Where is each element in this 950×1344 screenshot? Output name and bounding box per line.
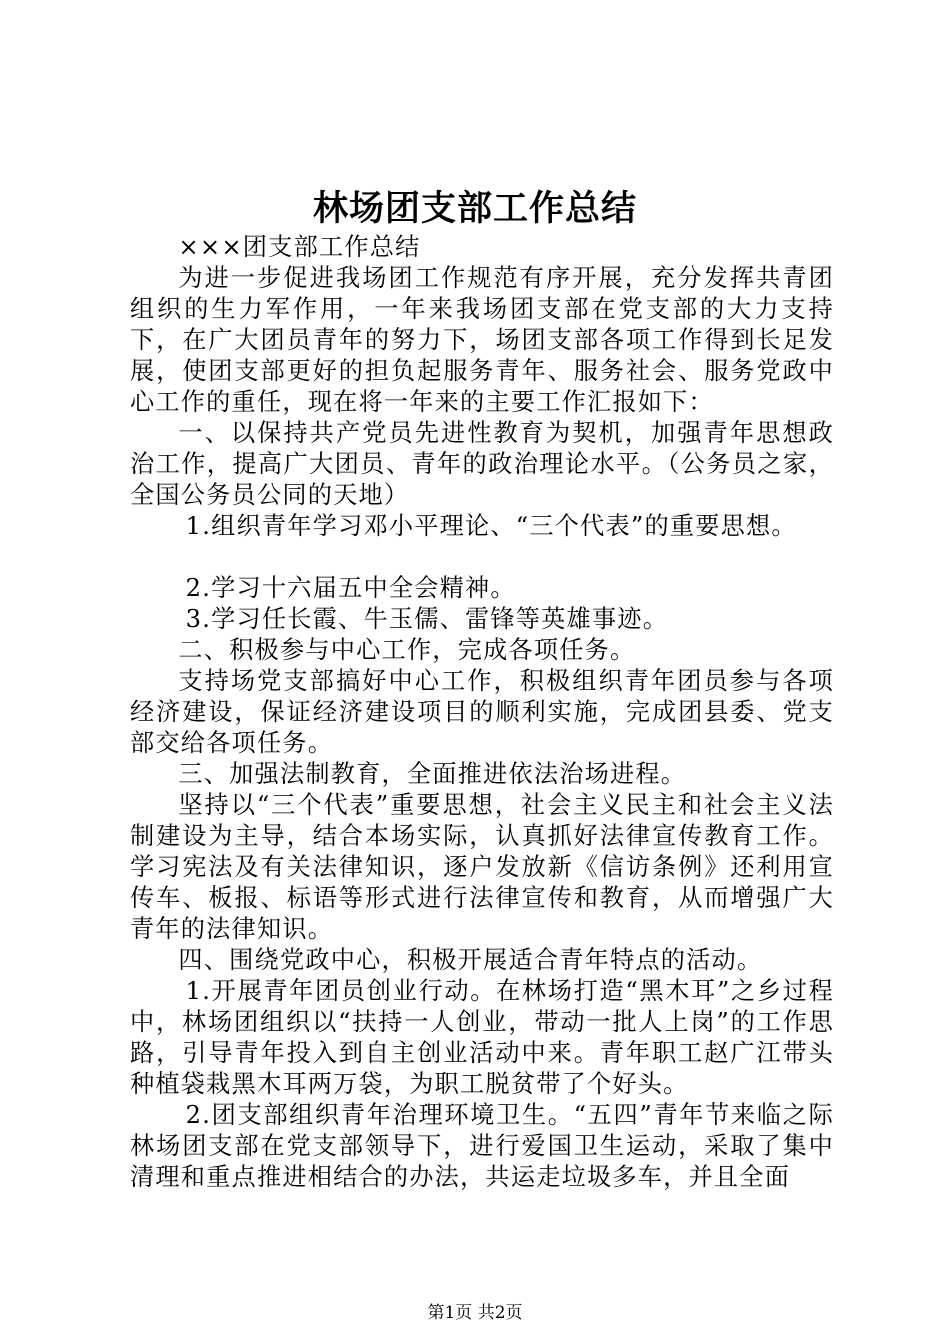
list-item: 3.学习任长霞、牛玉儒、雷锋等英雄事迹。 <box>185 605 669 633</box>
list-item: 1.开展青年团员创业行动。在林场打造“黑木耳”之乡过程中，林场团组织以“扶持一人创业，带动一批人上岗”的工作思路，引导青年投入到自主创业活动中来。青年职工赵广江带头种植袋栽黑木耳两万袋，为职工脱贫带了个好头。 <box>130 977 834 1098</box>
page-footer: 第1页 共2页 <box>427 1303 523 1323</box>
section-heading: 四、围绕党政中心，积极开展适合青年特点的活动。 <box>178 946 763 974</box>
paragraph: 支持场党支部搞好中心工作，积极组织青年团员参与各项经济建设，保证经济建设项目的顺利实施，完成团县委、党支部交给各项任务。 <box>130 667 834 757</box>
section-heading: 二、积极参与中心工作，完成各项任务。 <box>178 636 636 664</box>
section-heading: 三、加强法制教育，全面推进依法治场进程。 <box>178 760 687 788</box>
paragraph: 一、以保持共产党员先进性教育为契机，加强青年思想政治工作，提高广大团员、青年的政治理论水平。（公务员之家，全国公务员公同的天地） <box>130 419 834 509</box>
paragraph: ×××团支部工作总结 <box>178 233 421 261</box>
paragraph: 为进一步促进我场团工作规范有序开展，充分发挥共青团组织的生力军作用，一年来我场团支部在党支部的大力支持下，在广大团员青年的努力下，场团支部各项工作得到长足发展，使团支部更好的担负起服务青年、服务社会、服务党政中心工作的重任，现在将一年来的主要工作汇报如下： <box>130 264 834 416</box>
list-item: 2.团支部组织青年治理环境卫生。“五四”青年节来临之际林场团支部在党支部领导下，进行爱国卫生运动，采取了集中清理和重点推进相结合的办法，共运走垃圾多车，并且全面 <box>130 1101 834 1191</box>
list-item: 1.组织青年学习邓小平理论、“三个代表”的重要思想。 <box>185 512 797 540</box>
document-title: 林场团支部工作总结 <box>312 188 637 229</box>
document-body <box>130 232 834 1193</box>
paragraph: 坚持以“三个代表”重要思想，社会主义民主和社会主义法制建设为主导，结合本场实际，认真抓好法律宣传教育工作。学习宪法及有关法律知识，逐户发放新《信访条例》还利用宣传车、板报、标语等形式进行法律宣传和教育，从而增强广大青年的法律知识。 <box>130 791 834 943</box>
list-item: 2.学习十六届五中全会精神。 <box>185 574 516 602</box>
